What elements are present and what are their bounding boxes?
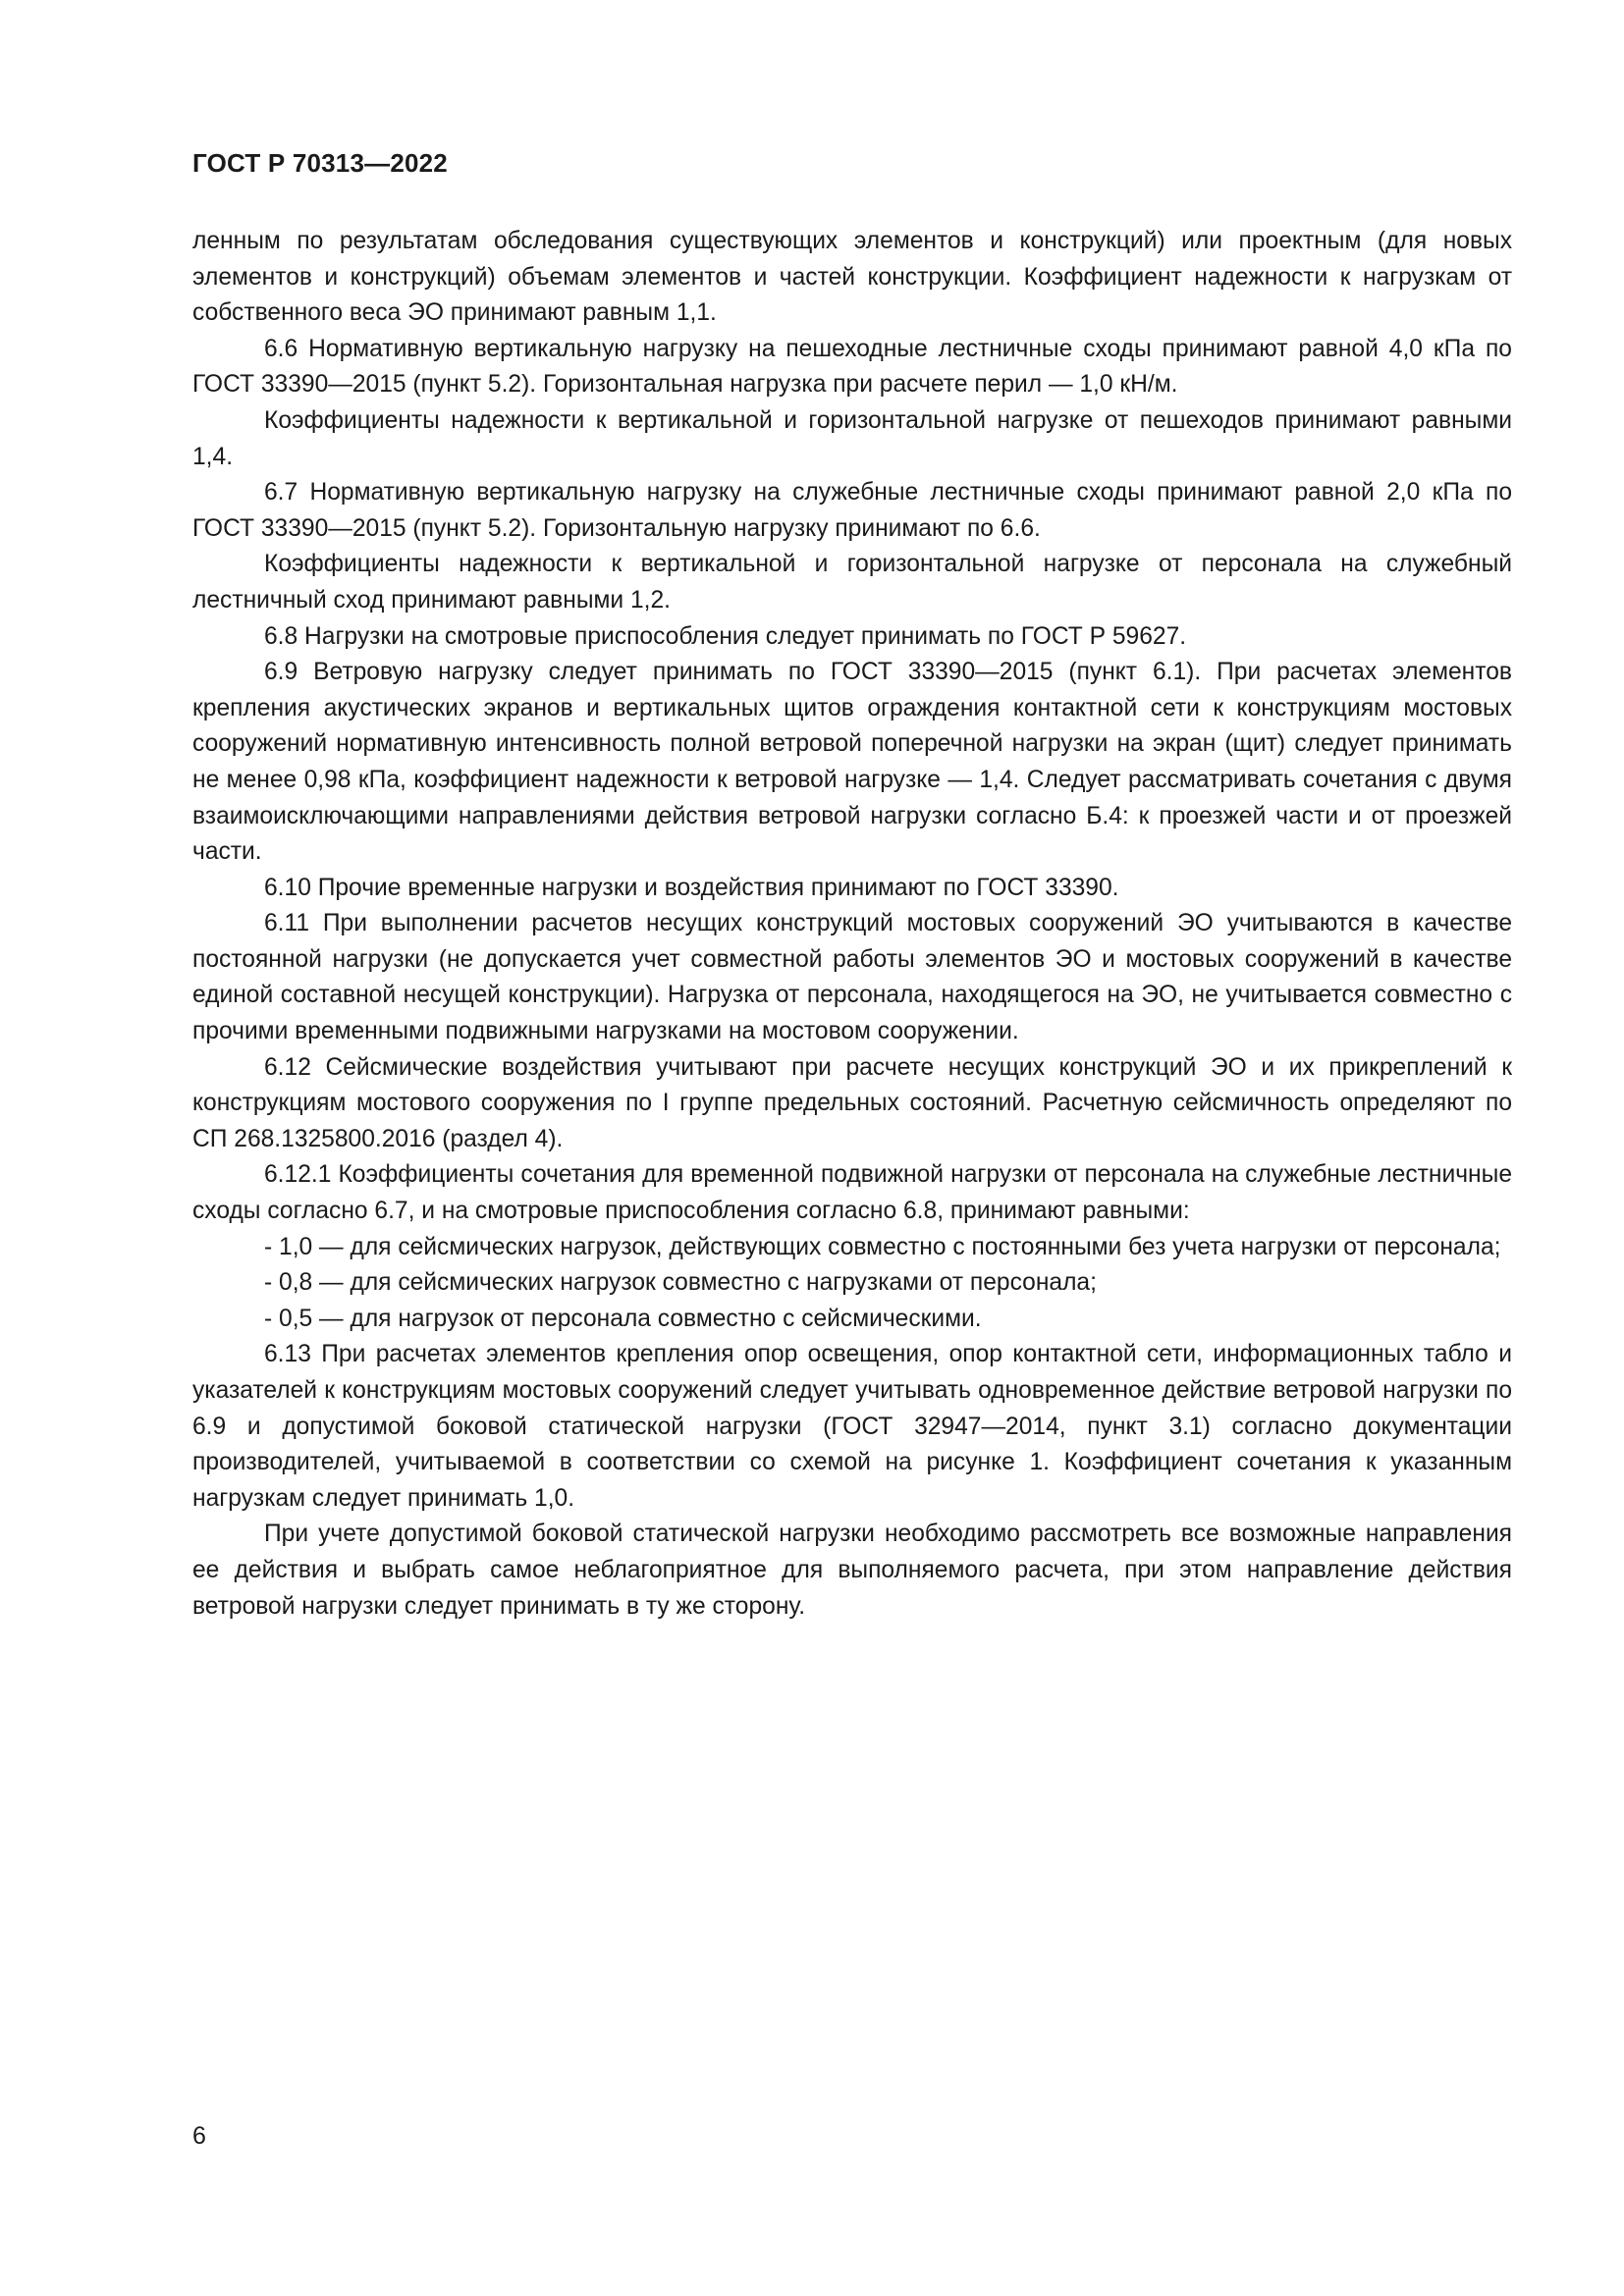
paragraph-6-7-coefficients: Коэффициенты надежности к вертикальной и горизонтальной нагрузке от персонала на служебный лестничный сход принимают равными 1,2. [192,551,1512,614]
paragraph-6-9: 6.9 Ветровую нагрузку следует принимать по ГОСТ 33390—2015 (пункт 6.1). При расчетах элементов крепления акустических экранов и вертикальных щитов ограждения контактной сети к конструкциям мостовых сооружений нормативную интенсивность полной ветровой поперечной нагрузки на экран (щит) следует принимать не менее 0,98 кПа, коэффициент надежности к ветровой нагрузке — 1,4. Следует рассматривать сочетания с двумя взаимоисключающими направлениями действия ветровой нагрузки согласно Б.4: к проезжей части и от проезжей части. [192,659,1512,866]
list-item-0-5: - 0,5 — для нагрузок от персонала совместно с сейсмическими. [264,1305,982,1332]
paragraph-6-13-lateral-load: При учете допустимой боковой статической нагрузки необходимо рассмотреть все возможные направления ее действия и выбрать самое неблагоприятное для выполняемого расчета, при этом направление действия ветровой нагрузки следует принимать в ту же сторону. [192,1521,1512,1620]
paragraph-6-7: 6.7 Нормативную вертикальную нагрузку на служебные лестничные сходы принимают равной 2,0 кПа по ГОСТ 33390—2015 (пункт 5.2). Горизонтальную нагрузку принимают по 6.6. [192,479,1512,542]
document-header-standard-id: ГОСТ Р 70313—2022 [192,148,448,178]
paragraph-6-13: 6.13 При расчетах элементов крепления опор освещения, опор контактной сети, информационных табло и указателей к конструкциям мостовых сооружений следует учитывать одновременное действие ветровой нагрузки по 6.9 и допустимой боковой статической нагрузки (ГОСТ 32947—2014, пункт 3.1) согласно документации производителей, учитываемой в соответствии со схемой на рисунке 1. Коэффициент сочетания к указанным нагрузкам следует принимать 1,0. [192,1341,1512,1512]
list-item-0-8: - 0,8 — для сейсмических нагрузок совместно с нагрузками от персонала; [264,1269,1097,1297]
paragraph-6-6-coefficients: Коэффициенты надежности к вертикальной и горизонтальной нагрузке от пешеходов принимают равными 1,4. [192,406,1512,470]
paragraph-6-8: 6.8 Нагрузки на смотровые приспособления следует принимать по ГОСТ Р 59627. [264,622,1187,650]
paragraph-6-10: 6.10 Прочие временные нагрузки и воздействия принимают по ГОСТ 33390. [264,874,1119,901]
document-body [192,224,1512,1625]
paragraph-6-11: 6.11 При выполнении расчетов несущих конструкций мостовых сооружений ЭО учитываются в качестве постоянной нагрузки (не допускается учет совместной работы элементов ЭО и мостовых сооружений в качестве единой составной несущей конструкции). Нагрузка от персонала, находящегося на ЭО, не учитывается совместно с прочими временными подвижными нагрузками на мостовом сооружении. [192,910,1512,1045]
list-item-1-0: - 1,0 — для сейсмических нагрузок, действующих совместно с постоянными без учета нагрузки от персонала; [264,1233,1501,1260]
paragraph-continuation: ленным по результатам обследования существующих элементов и конструкций) или проектным (для новых элементов и конструкций) объемам элементов и частей конструкции. Коэффициент надежности к нагрузкам от собственного веса ЭО принимают равным 1,1. [192,228,1512,327]
paragraph-6-12: 6.12 Сейсмические воздействия учитывают при расчете несущих конструкций ЭО и их прикреплений к конструкциям мостового сооружения по I группе предельных состояний. Расчетную сейсмичность определяют по СП 268.1325800.2016 (раздел 4). [192,1053,1512,1152]
paragraph-6-6: 6.6 Нормативную вертикальную нагрузку на пешеходные лестничные сходы принимают равной 4,0 кПа по ГОСТ 33390—2015 (пункт 5.2). Горизонтальная нагрузка при расчете перил — 1,0 кН/м. [192,335,1512,399]
paragraph-6-12-1: 6.12.1 Коэффициенты сочетания для временной подвижной нагрузки от персонала на служебные лестничные сходы согласно 6.7, и на смотровые приспособления согласно 6.8, принимают равными: [192,1161,1512,1225]
page-number: 6 [192,2122,206,2150]
